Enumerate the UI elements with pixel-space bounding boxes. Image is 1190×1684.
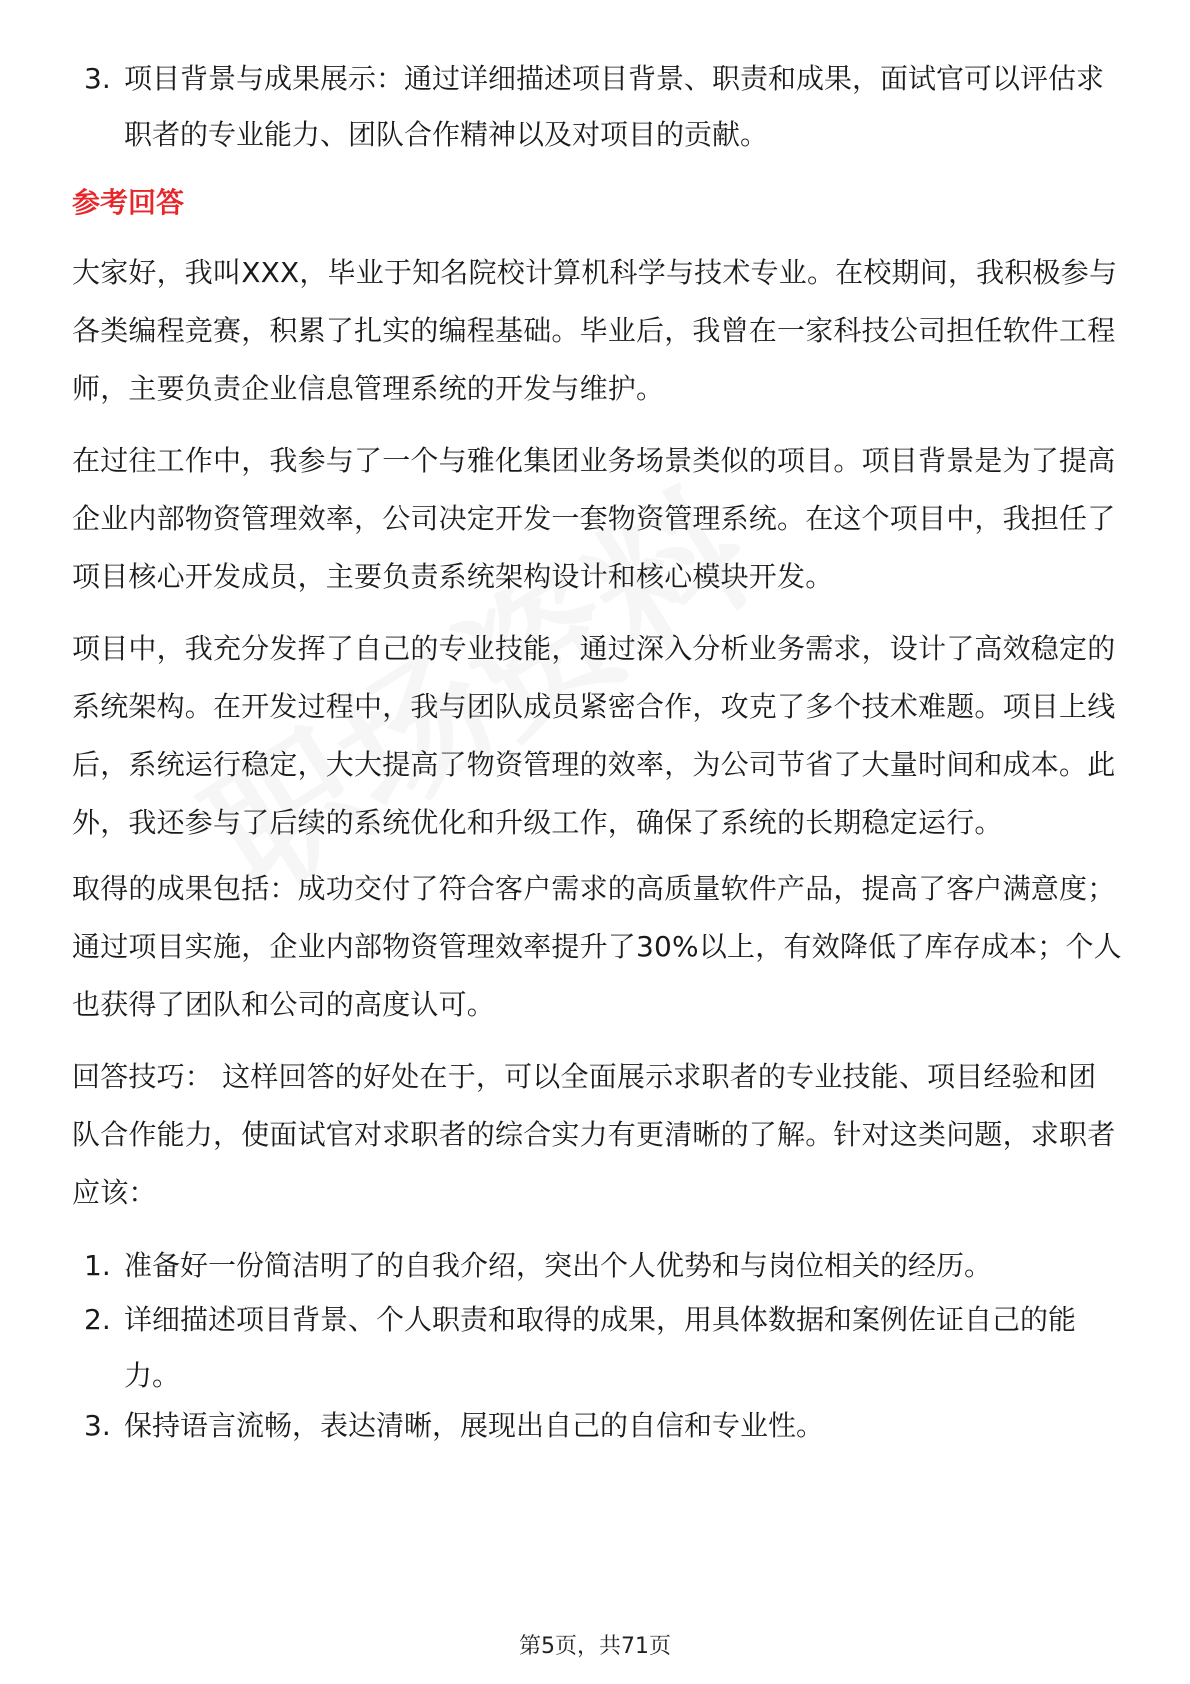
page-footer: 第5页，共71页 [519, 1634, 671, 1659]
list-text: 准备好一份简洁明了的自我介绍，突出个人优势和与岗位相关的经历。 [124, 1249, 993, 1282]
list-item [84, 51, 1124, 163]
paragraph-intro: 大家好，我叫XXX，毕业于知名院校计算机科学与技术专业。在校期间，我积极参与各类编程竞赛，积累了扎实的编程基础。毕业后，我曾在一家科技公司担任软件工程师，主要负责企业信息管理系统的开发与维护。 [72, 256, 1118, 405]
list-number: 3. [84, 62, 111, 95]
list-text: 详细描述项目背景、个人职责和取得的成果，用具体数据和案例佐证自己的能力。 [124, 1303, 1077, 1392]
list-number: 3. [84, 1409, 111, 1442]
list-item [84, 1238, 1124, 1294]
list-text: 保持语言流畅，表达清晰，展现出自己的自信和专业性。 [124, 1409, 825, 1442]
paragraph-project-role: 项目中，我充分发挥了自己的专业技能，通过深入分析业务需求，设计了高效稳定的系统架构。在开发过程中，我与团队成员紧密合作，攻克了多个技术难题。项目上线后，系统运行稳定，大大提高了物资管理的效率，为公司节省了大量时间和成本。此外，我还参与了后续的系统优化和升级工作，确保了系统的长期稳定运行。 [72, 632, 1116, 839]
paragraph-tips: 回答技巧： 这样回答的好处在于，可以全面展示求职者的专业技能、项目经验和团队合作能力，使面试官对求职者的综合实力有更清晰的了解。针对这类问题，求职者应该： [72, 1060, 1116, 1209]
list-number: 1. [84, 1249, 111, 1282]
list-item [84, 1292, 1124, 1404]
paragraph-results: 取得的成果包括：成功交付了符合客户需求的高质量软件产品，提高了客户满意度；通过项目实施，企业内部物资管理效率提升了30%以上，有效降低了库存成本；个人也获得了团队和公司的高度认可。 [72, 872, 1122, 1021]
list-item [84, 1398, 1124, 1454]
list-number: 2. [84, 1303, 111, 1336]
section-heading: 参考回答 [72, 186, 185, 219]
list-text: 项目背景与成果展示：通过详细描述项目背景、职责和成果，面试官可以评估求职者的专业能力、团队合作精神以及对项目的贡献。 [124, 62, 1105, 151]
paragraph-project-background: 在过往工作中，我参与了一个与雅化集团业务场景类似的项目。项目背景是为了提高企业内部物资管理效率，公司决定开发一套物资管理系统。在这个项目中，我担任了项目核心开发成员，主要负责系统架构设计和核心模块开发。 [72, 444, 1116, 593]
